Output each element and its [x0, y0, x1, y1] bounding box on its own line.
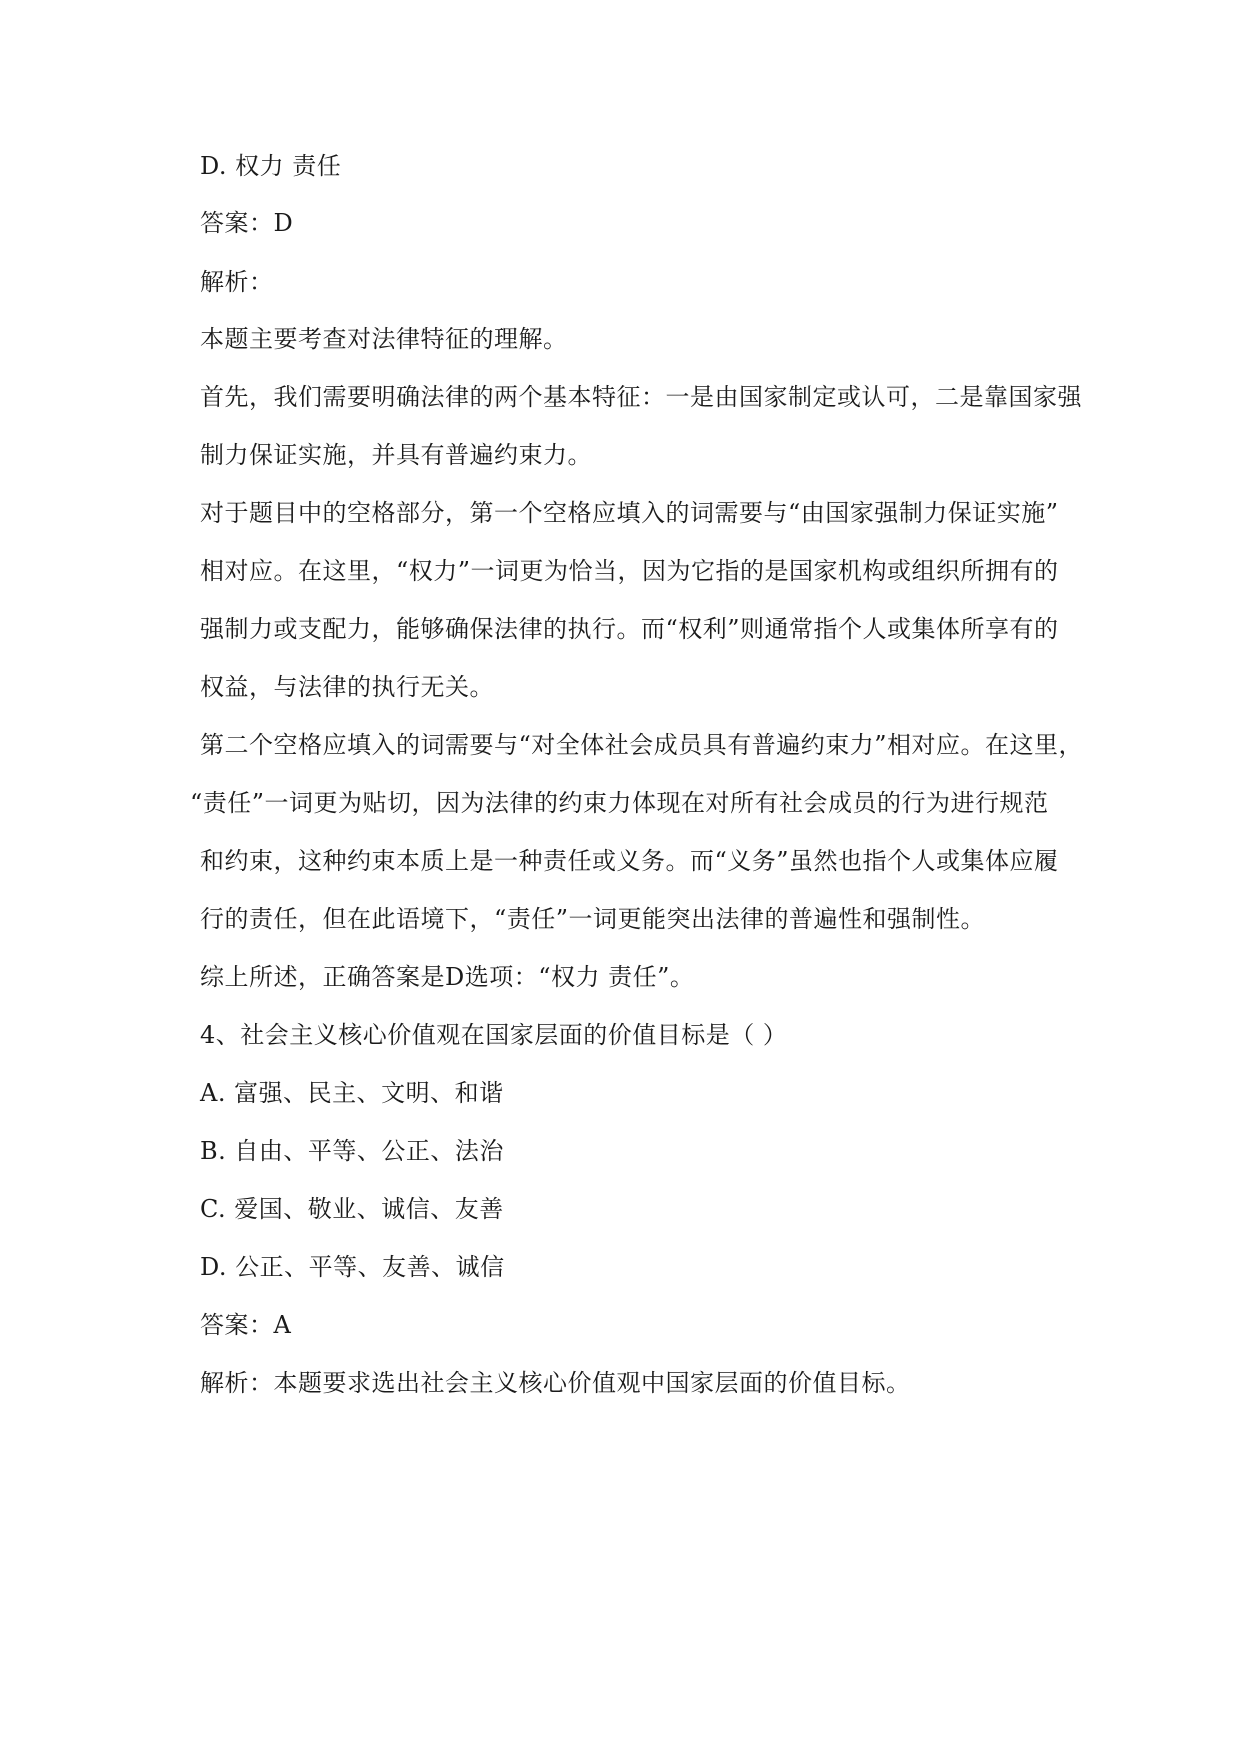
prev-answer: 答案：D: [200, 209, 294, 237]
prev-option-d: D. 权力 责任: [200, 152, 342, 180]
analysis-line: 第二个空格应填入的词需要与“对全体社会成员具有普遍约束力”相对应。在这里，: [200, 731, 1084, 759]
analysis-line: 和约束，这种约束本质上是一种责任或义务。而“义务”虽然也指个人或集体应履: [200, 847, 1059, 875]
analysis-line: 本题主要考查对法律特征的理解。: [200, 325, 568, 353]
analysis-line: 权益，与法律的执行无关。: [200, 673, 494, 701]
analysis-line: “责任”一词更为贴切，因为法律的约束力体现在对所有社会成员的行为进行规范: [190, 789, 1049, 817]
analysis-line: 相对应。在这里，“权力”一词更为恰当，因为它指的是国家机构或组织所拥有的: [200, 557, 1059, 585]
prev-analysis-label: 解析：: [200, 268, 274, 296]
question-4-option-b: B. 自由、平等、公正、法治: [200, 1137, 504, 1165]
question-4-stem: 4、社会主义核心价值观在国家层面的价值目标是（ ）: [200, 1021, 788, 1049]
analysis-line: 综上所述，正确答案是D选项：“权力 责任”。: [200, 963, 695, 991]
question-4-option-a: A. 富强、民主、文明、和谐: [200, 1079, 504, 1107]
question-4-option-d: D. 公正、平等、友善、诚信: [200, 1253, 505, 1281]
question-4-option-c: C. 爱国、敬业、诚信、友善: [200, 1195, 504, 1223]
analysis-line: 制力保证实施，并具有普遍约束力。: [200, 441, 592, 469]
analysis-line: 对于题目中的空格部分，第一个空格应填入的词需要与“由国家强制力保证实施”: [200, 499, 1059, 527]
question-4-analysis: 解析：本题要求选出社会主义核心价值观中国家层面的价值目标。: [200, 1369, 911, 1397]
analysis-line: 首先，我们需要明确法律的两个基本特征：一是由国家制定或认可，二是靠国家强: [200, 383, 1082, 411]
analysis-line: 强制力或支配力，能够确保法律的执行。而“权利”则通常指个人或集体所享有的: [200, 615, 1059, 643]
question-4-answer: 答案：A: [200, 1311, 292, 1339]
analysis-line: 行的责任，但在此语境下，“责任”一词更能突出法律的普遍性和强制性。: [200, 905, 986, 933]
